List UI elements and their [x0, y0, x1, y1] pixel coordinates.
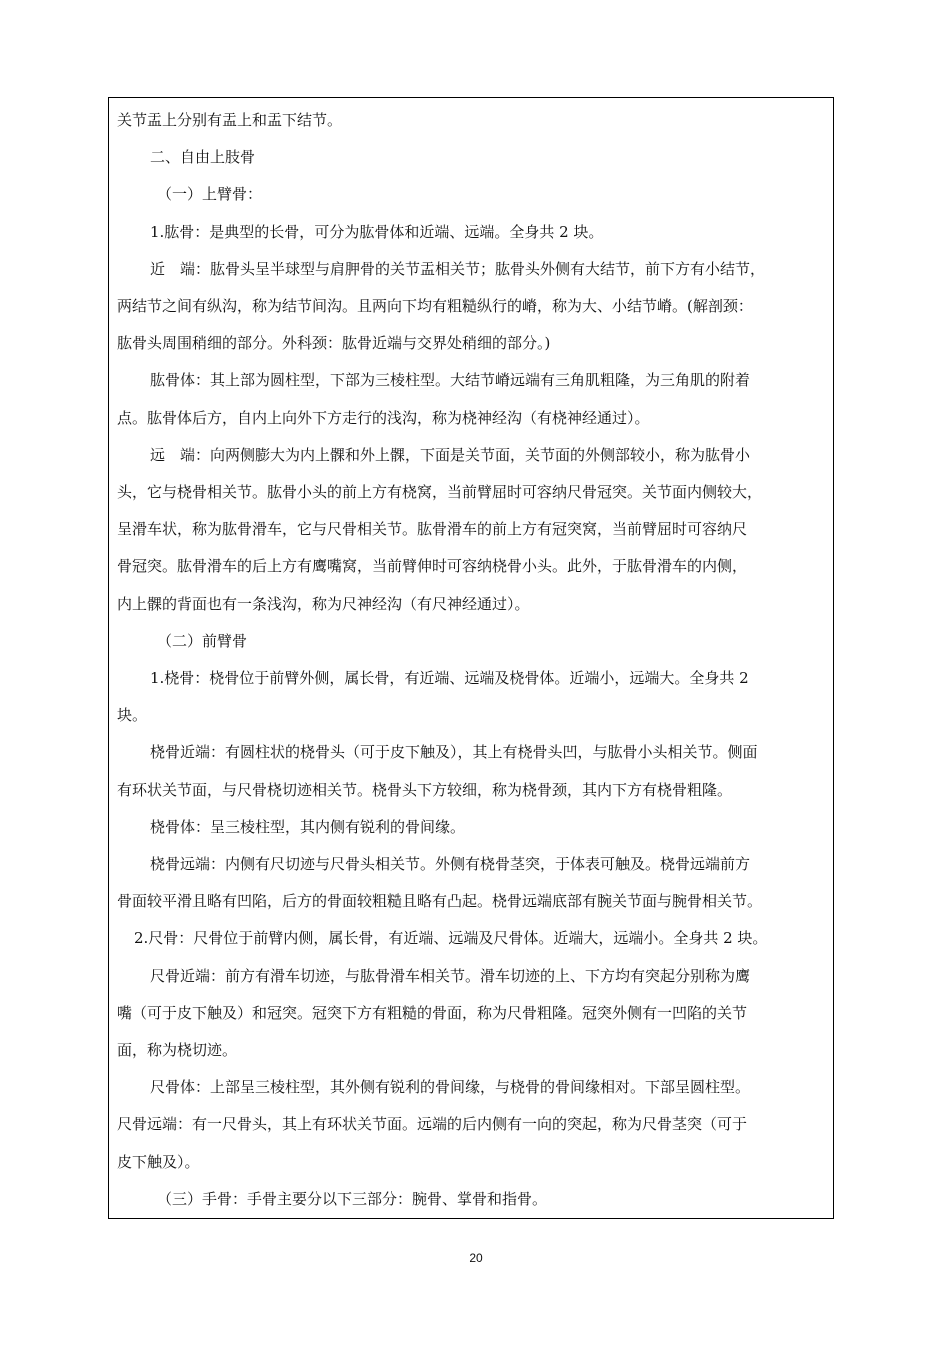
text-line: 呈滑车状，称为肱骨滑车，它与尺骨相关节。肱骨滑车的前上方有冠突窝，当前臂屈时可容纳尺 [117, 520, 748, 539]
text-line: 肱骨体：其上部为圆柱型，下部为三棱柱型。大结节嵴远端有三角肌粗隆，为三角肌的附着 [150, 371, 751, 390]
text-line: 嘴（可于皮下触及）和冠突。冠突下方有粗糙的骨面，称为尺骨粗隆。冠突外侧有一凹陷的关节 [117, 1003, 748, 1022]
text-line: （三）手骨：手骨主要分以下三部分：腕骨、掌骨和指骨。 [157, 1189, 548, 1208]
text-line: 远 端：向两侧膨大为内上髁和外上髁，下面是关节面，关节面的外侧部较小，称为肱骨小 [150, 445, 751, 464]
text-line: 面，称为桡切迹。 [117, 1041, 238, 1060]
text-line: 骨面较平滑且略有凹陷，后方的骨面较粗糙且略有凸起。桡骨远端底部有腕关节面与腕骨相关节。 [117, 892, 763, 911]
text-line: 近 端：肱骨头呈半球型与肩胛骨的关节盂相关节；肱骨头外侧有大结节，前下方有小结节， [150, 259, 766, 278]
text-line: 骨冠突。肱骨滑车的后上方有鹰嘴窝，当前臂伸时可容纳桡骨小头。此外，于肱骨滑车的内侧， [117, 557, 748, 576]
page-number: 20 [469, 1251, 483, 1265]
text-line: 尺骨体：上部呈三棱柱型，其外侧有锐利的骨间缘，与桡骨的骨间缘相对。下部呈圆柱型。 [150, 1078, 751, 1097]
text-line: 2.尺骨：尺骨位于前臂内侧，属长骨，有近端、远端及尺骨体。近端大，远端小。全身共 2 块。 [134, 929, 768, 948]
text-line: 桡骨远端：内侧有尺切迹与尺骨头相关节。外侧有桡骨茎突，于体表可触及。桡骨远端前方 [150, 855, 751, 874]
bordered-text-box [108, 97, 834, 1219]
text-line: 尺骨近端：前方有滑车切迹，与肱骨滑车相关节。滑车切迹的上、下方均有突起分别称为鹰 [150, 966, 751, 985]
text-line: 肱骨头周围稍细的部分。外科颈：肱骨近端与交界处稍细的部分。) [117, 334, 551, 353]
text-line: 桡骨近端：有圆柱状的桡骨头（可于皮下触及），其上有桡骨头凹，与肱骨小头相关节。侧面 [150, 743, 758, 762]
text-line: 块。 [117, 706, 148, 725]
text-line: 头，它与桡骨相关节。肱骨小头的前上方有桡窝，当前臂屈时可容纳尺骨冠突。关节面内侧较大， [117, 483, 763, 502]
text-line: （二）前臂骨 [157, 631, 248, 650]
text-line: 桡骨体：呈三棱柱型，其内侧有锐利的骨间缘。 [150, 817, 466, 836]
text-line: 1.桡骨：桡骨位于前臂外侧，属长骨，有近端、远端及桡骨体。近端小，远端大。全身共 2 [150, 669, 749, 688]
text-line: 皮下触及）。 [117, 1152, 200, 1171]
text-line: 点。肱骨体后方，自内上向外下方走行的浅沟，称为桡神经沟（有桡神经通过）。 [117, 408, 650, 427]
text-line: （一）上臂骨： [157, 185, 263, 204]
text-line: 关节盂上分别有盂上和盂下结节。 [117, 111, 343, 129]
text-line: 尺骨远端：有一尺骨头，其上有环状关节面。远端的后内侧有一向的突起，称为尺骨茎突（可于 [117, 1115, 748, 1134]
text-line: 1.肱骨：是典型的长骨，可分为肱骨体和近端、远端。全身共 2 块。 [150, 222, 604, 241]
text-content [117, 102, 825, 1218]
text-line: 内上髁的背面也有一条浅沟，称为尺神经沟（有尺神经通过）。 [117, 594, 530, 613]
text-line: 两结节之间有纵沟，称为结节间沟。且两向下均有粗糙纵行的嵴，称为大、小结节嵴。(解剖颈： [117, 297, 753, 316]
text-line: 二、自由上肢骨 [150, 148, 256, 167]
text-line: 有环状关节面，与尺骨桡切迹相关节。桡骨头下方较细，称为桡骨颈，其内下方有桡骨粗隆。 [117, 780, 733, 799]
